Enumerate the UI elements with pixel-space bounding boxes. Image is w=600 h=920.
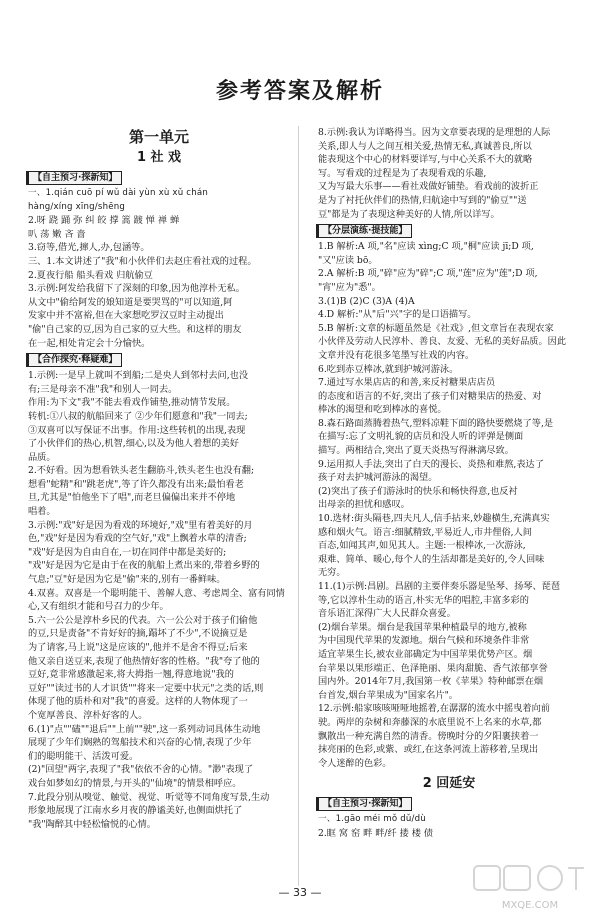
section-heading — [316, 224, 580, 238]
answer-line: 的态度和语言的不好,突出了孩子们对糖果店的热爱、对 — [318, 390, 542, 402]
answer-line: 发家中并不富裕,但在大家想吃罗汉豆时主动提出 — [28, 310, 224, 322]
answer-line: 等,它以淳朴生动的语言,朴实无华的唱腔,丰富多彩的 — [318, 594, 529, 606]
answer-line: 作用:为下文"我"不能去看戏作铺垫,推动情节发展。 — [28, 397, 236, 409]
answer-line: 了小伙伴们的热心,机智,细心,以及为他人着想的美好 — [28, 438, 239, 450]
answer-line: 3.窃等,借光,撺人,办,包涵等。 — [28, 242, 150, 254]
answer-line: 6.吃到赤豆棒冰,就到护城河游泳。 — [318, 363, 459, 375]
section-heading-label: 【分层演练·提技能】 — [316, 224, 412, 238]
answer-line: 4.D 解析:"从"后"兴"字的是口语描写。 — [318, 309, 477, 321]
answer-line: 5.B 解析:文章的标题虽然是《社戏》,但文章旨在表现农家 — [318, 322, 554, 334]
answer-line: 从文中"偷给阿发的娘知道是要哭骂的"可以知道,阿 — [28, 296, 233, 308]
answer-line: 适宜苹果生长,被农业部确定为中国苹果优势产区。烟 — [318, 648, 533, 660]
answer-line: 9.运用拟人手法,突出了白天的漫长、炎热和难熬,表达了 — [318, 458, 544, 470]
answer-line: 3.示例:"戏"好是因为看戏的环境好,"戏"里有着美好的月 — [28, 519, 253, 531]
answer-line: 品质。 — [28, 451, 56, 463]
answer-line: 写。写看戏的过程是为了表现看戏的乐趣, — [318, 167, 487, 179]
answer-line: 展现了少年们娴熟的驾船技术和兴奋的心情,表现了少年 — [28, 737, 252, 749]
answer-line: 2.呀 跷 踊 弥 纠 皎 撑 篙 踱 惮 禅 蝉 — [28, 215, 180, 227]
answer-line: 12.示例:船家咳咳哑哑地摇着,在潺潺的流水中摇曳着向前 — [318, 703, 550, 715]
answer-line: "戏"好是因为自由自在,一切在同伴中都是美好的; — [28, 546, 227, 558]
answer-line: ③双喜可以写保证不出事。作用:这些转机的出现,表现 — [28, 424, 246, 436]
answer-line: 感和烟火气。语言:细腻精致,平易近人,市井俚俗,人间 — [318, 526, 532, 538]
answer-line: 8.森石路面蒸腾着热气,塑料凉鞋下面的路快要燃烧了等,是 — [318, 417, 554, 429]
pinyin-line: 一、1.qián cuō pí wǔ dài yùn xù xǔ chán — [28, 188, 208, 198]
answer-line: 豆好""读过书的人才识货""将来一定要中状元"之类的话,则 — [28, 682, 264, 694]
answer-line: 7.此段分别从嗅觉、触觉、视觉、听觉等不同角度写景,生动 — [28, 791, 270, 803]
answer-line: 令人迷醉的色彩。 — [318, 757, 392, 769]
answer-line: "又"应读 bō。 — [318, 254, 378, 266]
answer-line: 的豆,只是责备"不肯好好的摘,蹋坏了不少",不说摘豆是 — [28, 628, 248, 640]
pinyin-line: 一、1.gāo méi mǒ dǔ/dù — [318, 814, 426, 825]
answer-line: 8.示例:我认为详略得当。因为文章要表现的是理想的人际 — [318, 127, 551, 138]
answer-line: 5.六一公公是淳朴乡民的代表。六一公公对于孩子们偷他 — [28, 614, 258, 626]
section-heading — [26, 171, 290, 185]
answer-line: 气息;"豆"好是因为它是"偷"来的,别有一番鲜味。 — [28, 574, 226, 586]
answer-line: 三、1.本文讲述了"我"和小伙伴们去赵庄看社戏的过程。 — [28, 255, 257, 267]
answer-line: 们的聪明能干、活泼可爱。 — [28, 750, 139, 762]
answer-line: 国内外。2014年7月,我国第一枚《苹果》特种邮票在烟 — [318, 676, 544, 688]
answer-line: "宵"应为"悉"。 — [318, 281, 381, 293]
lesson-title: 1 社 戏 — [136, 150, 182, 165]
answer-line: 描写。两相结合,突出了夏天炎热写得淋漓尽致。 — [318, 445, 514, 457]
answer-line: 心,又有组织才能和号召力的少年。 — [28, 601, 169, 613]
answer-line: 2.A 解析:B 项,"碎"应为"碎";C 项,"莲"应为"莲";D 项, — [318, 268, 538, 280]
answer-line: 形象地展现了江南水乡月夜的静谧美好,也侧面烘托了 — [28, 805, 243, 817]
answer-line: 唱着。 — [28, 506, 56, 518]
answer-line: 体现了他的质朴和对"我"的喜爱。这样的人物体现了一 — [28, 696, 248, 708]
unit-title: 第一单元 — [128, 128, 189, 146]
answer-line: 百态,如闻其声,如见其人。主题:一根棒冰,一次游泳, — [318, 540, 526, 552]
answer-line: 2.眶 窝 窑 畔 畔/纤 搂 楼 债 — [318, 827, 433, 839]
answer-line: (2)烟台苹果。烟台是我国苹果种植最早的地方,被称 — [318, 621, 527, 633]
answer-line: 在一起,相处肯定会十分愉快。 — [28, 337, 151, 349]
answer-line: 豆好,竟非常感激起来,将大拇指一翘,得意地说"我的 — [28, 669, 234, 681]
answer-line: 叭 荡 嫩 吝 啬 — [28, 228, 86, 240]
answer-line: 豆"都是为了表现这种美好的人情,所以详写。 — [318, 208, 500, 220]
answer-line: 想看"蛇精"和"跳老虎",等了许久都没有出来;最怕看老 — [28, 478, 244, 490]
answer-line: 抹亮丽的色彩,或紫、或红,在这条河流上游移着,呈现出 — [318, 744, 539, 756]
answer-line: 2.不好看。因为想看铁头老生翻筋斗,铁头老生也没有翻; — [28, 465, 255, 477]
answer-line: "我"陶醉其中轻松愉悦的心情。 — [28, 818, 156, 830]
section-heading-label: 【自主预习·探新知】 — [26, 171, 122, 185]
answer-line: (2)"回望"两字,表现了"我"依依不舍的心情。"渺"表现了 — [28, 764, 254, 776]
left-column-text — [28, 171, 290, 831]
answer-line: 驶。两岸的杂树和奔藤深的水底里说不上名来的水草,都 — [318, 716, 542, 728]
answer-line: 色,"戏"好是因为看戏的空气好,"戏"上飘着水草的清香; — [28, 533, 247, 545]
answer-line: 小伙伴及劳动人民淳朴、善良、友爱、无私的美好品质。因此 — [318, 336, 567, 348]
answer-line: 棒冰的渴望和吃到棒冰的喜悦。 — [318, 404, 447, 416]
answer-line: 关系,即人与人之间互相关爱,热情无私,真诚善良,所以 — [318, 140, 532, 152]
section-heading-label: 【自主预习·探新知】 — [316, 797, 412, 811]
answer-line: 孩子对去护城河游泳的渴望。 — [318, 472, 438, 484]
answer-line: "偷"自己家的豆,因为自己家的豆大些。和这样的朋友 — [28, 323, 242, 335]
left-column — [28, 126, 290, 831]
answer-line: 能表现这个中心的材料要详写,与中心关系不大的就略 — [318, 154, 533, 166]
answer-line: 旦,尤其是"怕他坐下了唱",而老旦偏偏出来并不停地 — [28, 492, 236, 504]
answer-line: 1.B 解析:A 项,"名"应读 xìng;C 项,"桐"应读 jī;D 项, — [318, 241, 534, 253]
answer-line: 音乐语汇深得广大人民群众喜爱。 — [318, 608, 456, 620]
answer-line: 台首发,烟台苹果成为"国家名片"。 — [318, 689, 458, 701]
answer-line: 艰难、简单、暖心,每个人的生活却都是美好的,令人回味 — [318, 553, 545, 565]
answer-line: 为中国现代苹果的发源地。烟台气候和环境条件非常 — [318, 635, 530, 647]
page-number: — 33 — — [278, 886, 322, 899]
answer-line: 有;三是母亲不准"我"和别人一同去。 — [28, 383, 178, 395]
answer-line: 在描写:忘了文明礼貌的店员和没人听的评弹是侧面 — [318, 431, 524, 443]
answer-line: 又为写最大乐事——看社戏做好铺垫。看戏前的波折正 — [318, 181, 539, 193]
answer-line: 11.(1)示例:昌剧。昌剧的主要伴奏乐器是坠琴、扬琴、琵琶 — [318, 581, 561, 592]
answer-line: 文章并没有花很多笔墨写社戏的内容。 — [318, 349, 475, 361]
right-column-text — [318, 126, 580, 841]
answer-line: 1.示例:一是早上就叫不到船;二是央人到邻村去问,也没 — [28, 370, 249, 382]
answer-line: 出母亲的担忧和感叹。 — [318, 499, 410, 511]
answer-line: 是为了衬托伙伴们的热情,归航途中写到的"偷豆""送 — [318, 194, 527, 206]
svg-text:MXQE.COM: MXQE.COM — [501, 900, 559, 911]
answer-line: 4.双喜。双喜是一个聪明能干、善解人意、考虑周全、富有同情 — [28, 587, 285, 599]
answer-line: 2.夏夜行船 船头看戏 归航偷豆 — [28, 269, 153, 281]
page-title: 参考答案及解析 — [215, 79, 384, 104]
answer-line: 个宽厚善良、淳朴好客的人。 — [28, 709, 148, 721]
answer-line: 10.选材:街头隔巷,四夫凡人,信手拈来,妙趣横生,充满真实 — [318, 513, 550, 525]
lesson-title: 2 回延安 — [422, 776, 476, 792]
answer-line: 6.(1)"点""磕""退后""上前""驶",这一系列动词具体生动地 — [28, 723, 261, 735]
watermark-logo — [470, 860, 590, 914]
answer-line: "戏"好是因为它是由于在夜的航船上煮出来的,带着乡野的 — [28, 560, 260, 572]
answer-line: 7.通过写水果店店的和善,来反衬糖果店店员 — [318, 377, 496, 389]
answer-line: 台苹果以果形端正、色泽艳丽、果肉甜脆、香气浓郁享誉 — [318, 662, 548, 674]
answer-line: 3.示例:阿发给我留下了深刻的印象,因为他淳朴无私。 — [28, 283, 245, 295]
section-heading — [26, 353, 290, 367]
answer-line: 无穷。 — [318, 567, 346, 579]
answer-line: 转机:①八叔的航船回来了 ②少年们愿意和"我"一同去; — [28, 410, 248, 422]
answer-line: 为了请客,马上说"这是应该的",他并不是舍不得豆;后来 — [28, 642, 248, 653]
answer-line: 他又亲自送豆来,表现了他热情好客的性格。"我"夸了他的 — [28, 655, 260, 667]
answer-line: 戏台如梦如幻的情景,与开头的"仙境"的情景相呼应。 — [28, 777, 242, 789]
pinyin-line: hàng/xíng xīng/shēng — [28, 201, 125, 212]
right-column — [318, 126, 580, 841]
answer-line: 3.(1)B (2)C (3)A (4)A — [318, 295, 415, 307]
answer-line: (2)突出了孩子们游泳时的快乐和畅快得意,也反衬 — [318, 485, 518, 497]
answer-line: 飘散出一种充满自然的清香。傍晚时分的夕阳裹挟着一 — [318, 730, 539, 742]
column-divider — [298, 126, 299, 886]
section-heading-label: 【合作探究·释疑难】 — [26, 353, 122, 367]
section-heading — [316, 797, 580, 811]
